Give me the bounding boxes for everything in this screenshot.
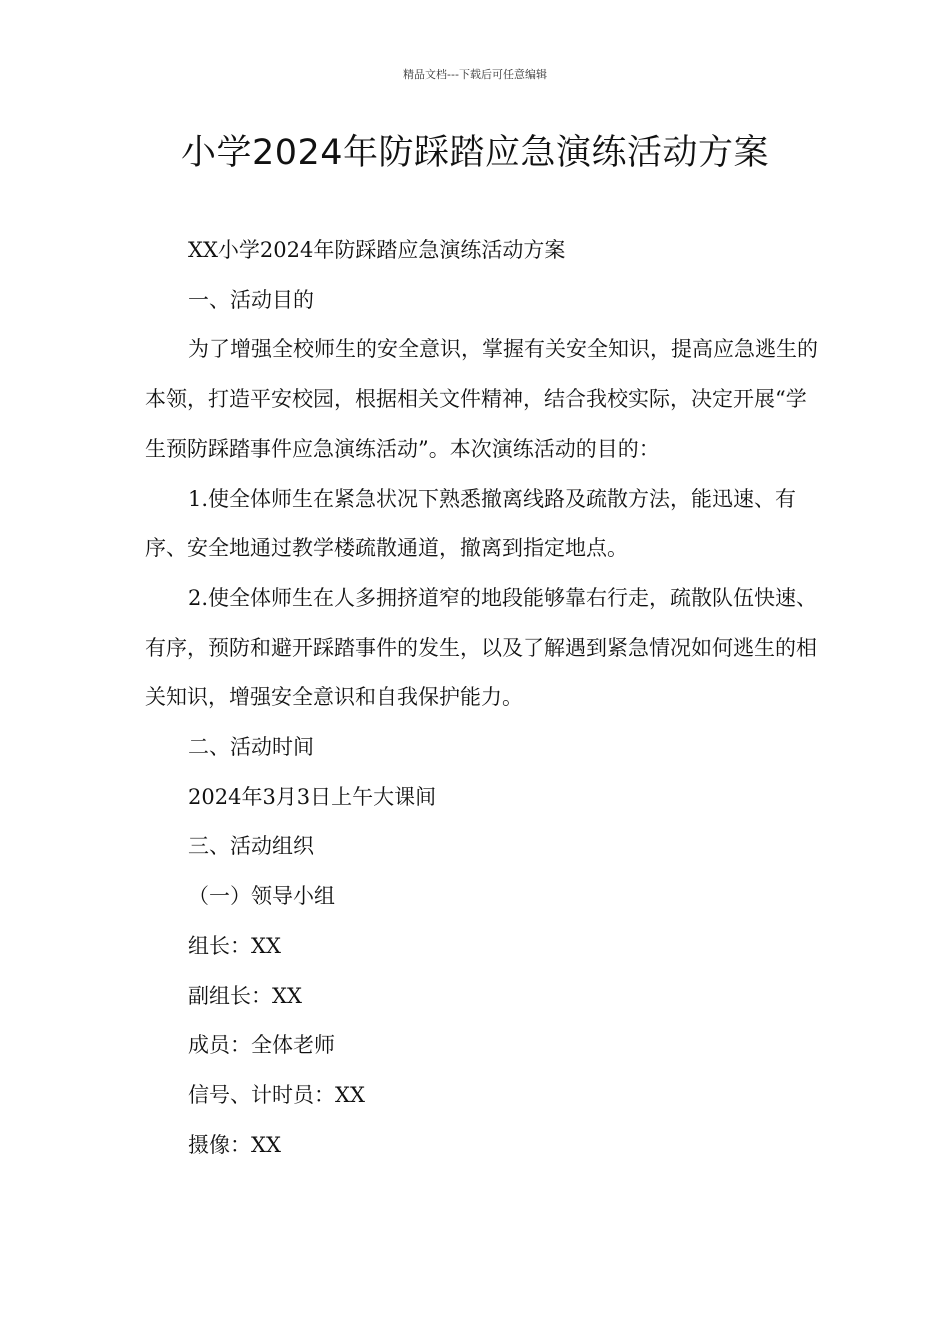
section-heading-time: 二、活动时间 — [188, 735, 314, 760]
section-heading-purpose: 一、活动目的 — [188, 287, 314, 312]
group-members: 成员：全体老师 — [188, 1033, 335, 1058]
section-heading-organization: 三、活动组织 — [188, 834, 314, 859]
subtitle-paragraph: XX小学2024年防踩踏应急演练活动方案 — [188, 238, 566, 262]
group-leader: 组长：XX — [188, 933, 281, 958]
purpose-paragraph: 为了增强全校师生的安全意识，掌握有关安全知识，提高应急逃生的本领，打造平安校园，根据相关文件精神，结合我校实际，决定开展“学生预防踩踏事件应急演练活动”。本次演练活动的目的： — [145, 337, 818, 461]
photographer: 摄像：XX — [188, 1132, 281, 1157]
subsection-leadership-group: （一）领导小组 — [188, 884, 335, 909]
document-title: 小学2024年防踩踏应急演练活动方案 — [180, 133, 770, 173]
deputy-group-leader: 副组长：XX — [188, 983, 302, 1008]
header-note: 精品文档---下载后可任意编辑 — [403, 68, 547, 81]
activity-time: 2024年3月3日上午大课间 — [188, 784, 437, 809]
signal-timekeeper: 信号、计时员：XX — [188, 1082, 365, 1107]
purpose-item-1: 1.使全体师生在紧急状况下熟悉撤离线路及疏散方法，能迅速、有序、安全地通过教学楼疏散通道，撤离到指定地点。 — [145, 486, 797, 561]
document-body — [145, 226, 823, 1170]
purpose-item-2: 2.使全体师生在人多拥挤道窄的地段能够靠右行走，疏散队伍快速、有序，预防和避开踩踏事件的发生，以及了解遇到紧急情况如何逃生的相关知识，增强安全意识和自我保护能力。 — [145, 585, 818, 710]
